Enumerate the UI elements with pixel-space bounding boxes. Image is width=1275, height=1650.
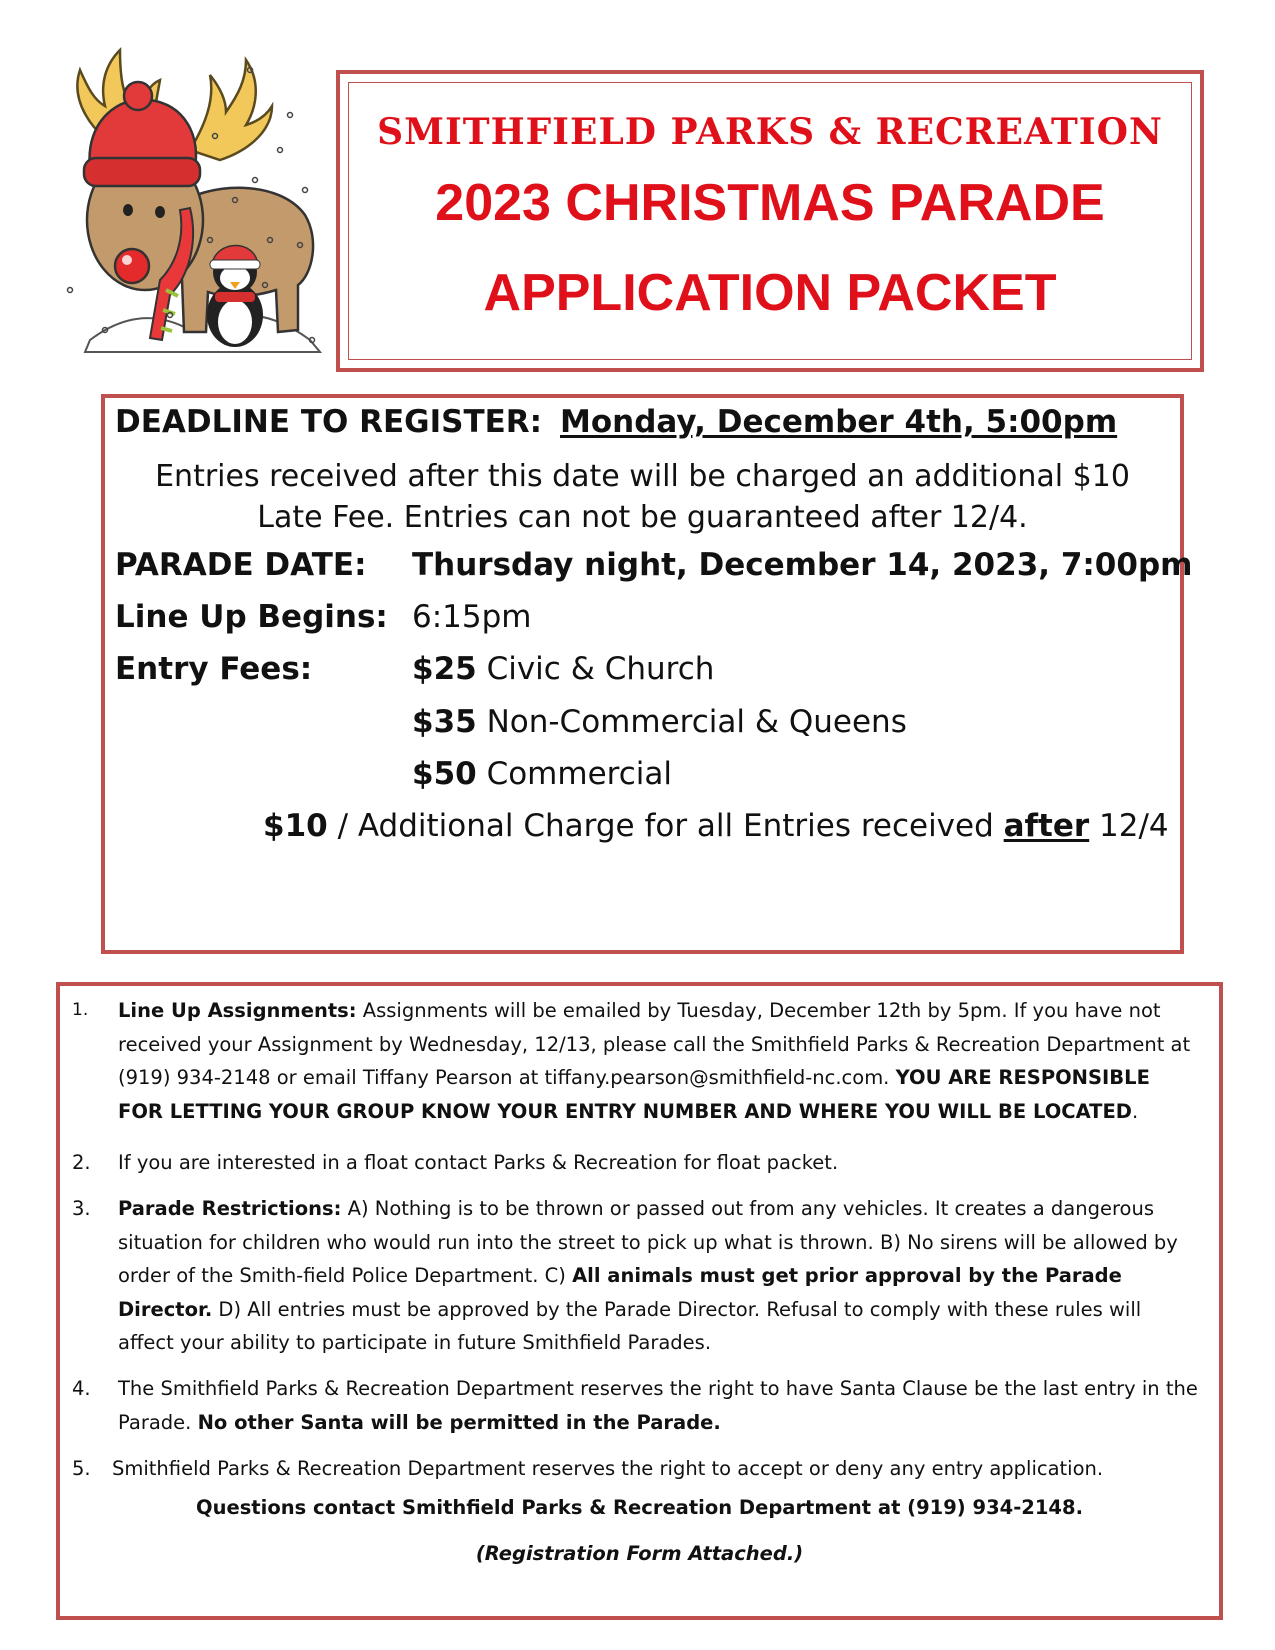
fee-amount: $25 [412, 651, 477, 687]
late-charge-date: 12/4 [1089, 808, 1169, 844]
header-inner-border [348, 82, 1192, 360]
header-box [336, 70, 1204, 372]
packet-title: APPLICATION PACKET [483, 264, 1057, 322]
parade-title: 2023 CHRISTMAS PARADE [435, 174, 1105, 232]
rule-body: Assignments will be emailed by Tuesday, December 12th by 5pm. If you have not received your Assignment by Wednesday, 12/13, please call the Smithfield Parks & Recreation Department at (919) 934-2148 or email Tiffany Pearson at tiffany.pearson@smithfield-nc.com. [118, 999, 1191, 1089]
fee-category: Non-Commercial & Queens [476, 704, 907, 740]
rule-bold-text: All animals must get prior approval by the Parade Director. [118, 1264, 1122, 1321]
late-charge-text: / Additional Charge for all Entries received [327, 808, 1004, 844]
rule-number: 4. [72, 1377, 91, 1400]
rule-body: The Smithfield Parks & Recreation Department reserves the right to have Santa Clause be the last entry in the Parade. [118, 1377, 1198, 1434]
rule-text: Smithfield Parks & Recreation Department reserves the right to accept or deny any entry application. [112, 1457, 1104, 1480]
questions-contact: Questions contact Smithfield Parks & Recreation Department at (919) 934-2148. [196, 1496, 1083, 1519]
fee-commercial [412, 756, 672, 792]
reindeer-penguin-illustration [50, 40, 335, 370]
line-up-label: Line Up Begins: [115, 599, 388, 635]
fee-category: Civic & Church [476, 651, 715, 687]
rule-text [118, 994, 1201, 1128]
deadline-box [101, 394, 1193, 954]
fee-amount: $50 [412, 756, 477, 792]
line-up-value: 6:15pm [412, 599, 532, 635]
entry-fees-label: Entry Fees: [115, 651, 313, 687]
fee-civic-church [412, 651, 714, 687]
fee-amount: $35 [412, 704, 477, 740]
deadline-label: DEADLINE TO REGISTER: [115, 404, 543, 440]
org-name: SMITHFIELD PARKS & RECREATION [377, 111, 1163, 153]
rule-bold-text: No other Santa will be permitted in the Parade. [197, 1410, 721, 1434]
late-charge-line [263, 808, 1169, 844]
rule-number: 1. [72, 1000, 89, 1020]
registration-note: (Registration Form Attached.) [475, 1542, 804, 1565]
rule-title: Parade Restrictions: [118, 1197, 342, 1220]
rule-text: If you are interested in a float contact Parks & Recreation for float packet. [118, 1151, 839, 1174]
fee-category: Commercial [476, 756, 672, 792]
rule-body-continued: D) All entries must be approved by the Parade Director. Refusal to comply with these rules will affect your ability to participate in future Smithfield Parades. [118, 1297, 1142, 1354]
rule-text [118, 1372, 1207, 1439]
rule-end: . [1131, 1099, 1139, 1123]
rule-body: A) Nothing is to be thrown or passed out from any vehicles. It creates a dangerous situation for children who would run into the street to pick up what is thrown. B) No sirens will be allowed by order of the Smith-field Police Department. C) [118, 1197, 1178, 1287]
rule-text [118, 1192, 1201, 1360]
parade-date-value: Thursday night, December 14, 2023, 7:00pm [412, 547, 1193, 583]
late-fee-note: Entries received after this date will be charged an additional $10 Late Fee. Entries can not be guaranteed after 12/4. [155, 459, 1130, 535]
rule-number: 2. [72, 1151, 91, 1174]
rule-title: Line Up Assignments: [118, 999, 357, 1022]
rule-bold-text: YOU ARE RESPONSIBLE FOR LETTING YOUR GROUP KNOW YOUR ENTRY NUMBER AND WHERE YOU WILL BE LOCATED [118, 1066, 1150, 1123]
late-charge-amount: $10 [263, 808, 328, 844]
rules-box [56, 982, 1223, 1620]
rule-number: 3. [72, 1197, 91, 1220]
parade-date-label: PARADE DATE: [115, 547, 367, 583]
deadline-value: Monday, December 4th, 5:00pm [560, 404, 1118, 440]
fee-non-commercial [412, 704, 907, 740]
rule-number: 5. [72, 1457, 91, 1480]
late-charge-emphasis: after [1003, 808, 1090, 844]
